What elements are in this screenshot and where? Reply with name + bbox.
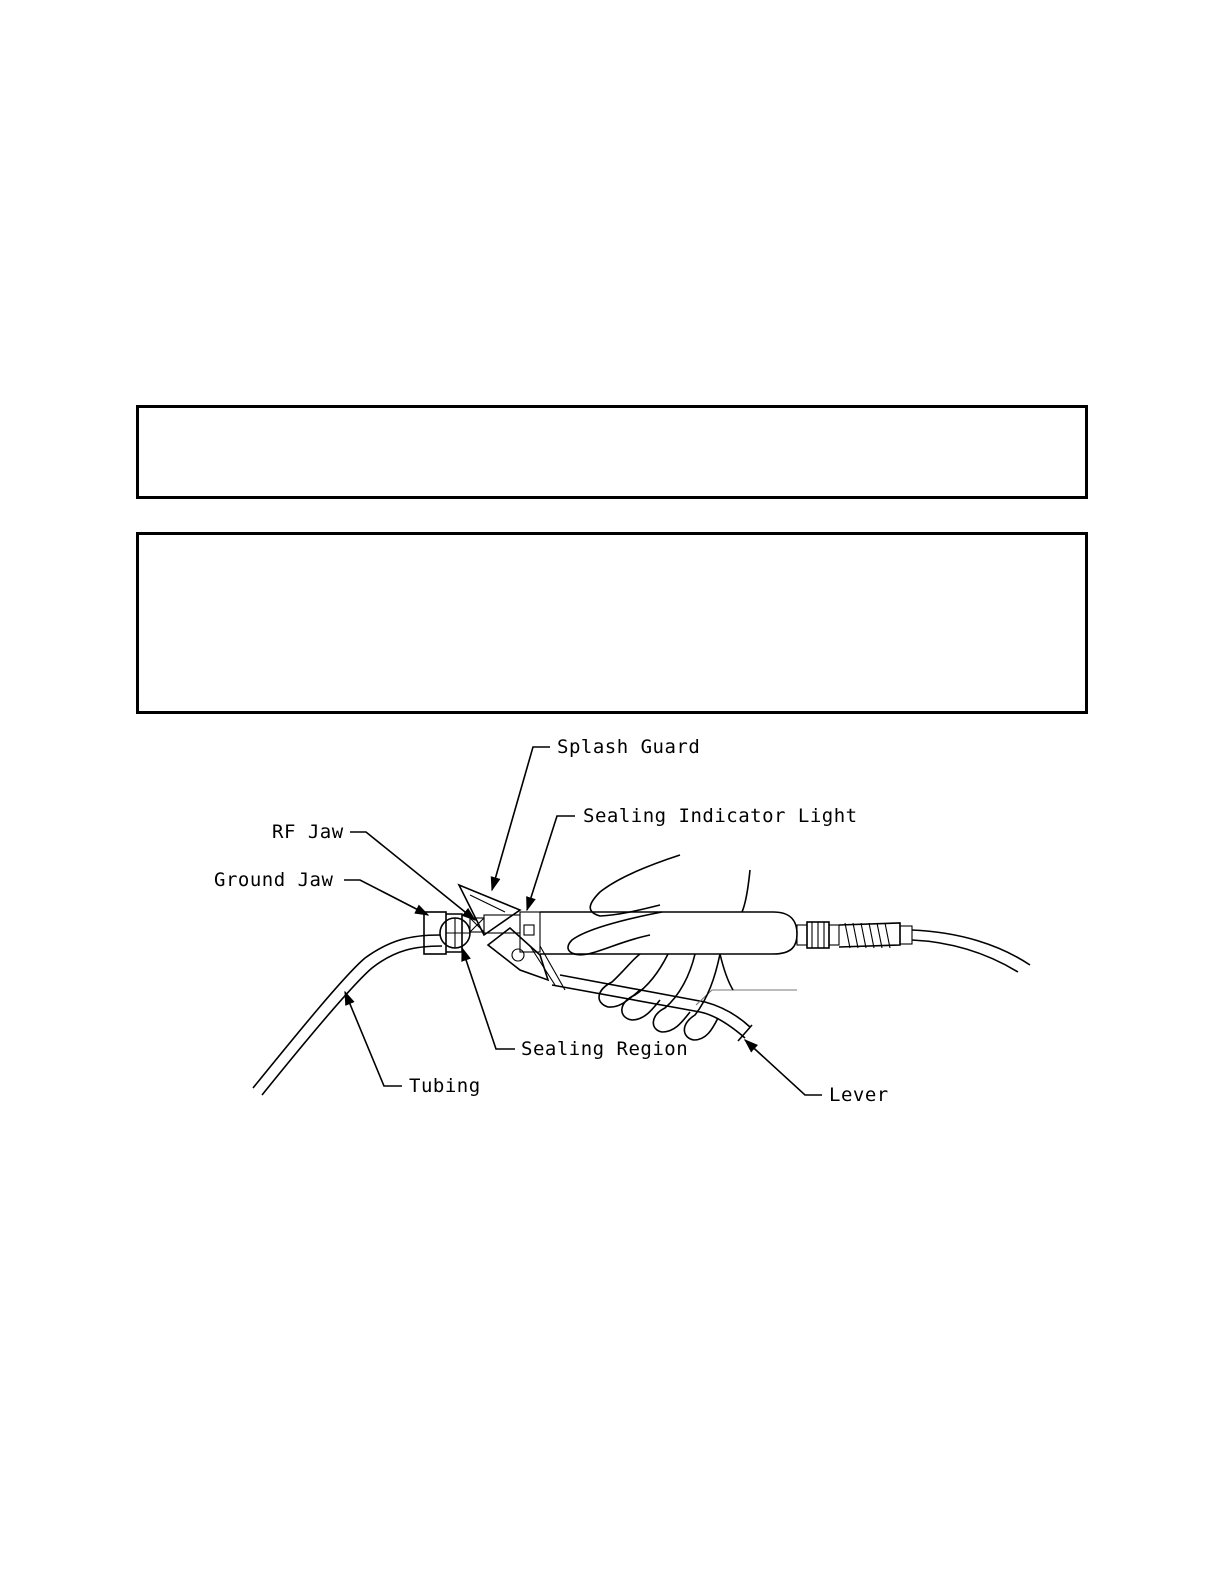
sealing-indicator-light-label: Sealing Indicator Light [583, 805, 858, 827]
handpiece-body [424, 885, 1030, 990]
lever-leader [745, 1040, 822, 1095]
tubing-drawing [253, 935, 442, 1095]
sealing-indicator-light-leader [527, 816, 575, 910]
rf-jaw-label: RF Jaw [272, 821, 344, 843]
sealer-handset-diagram [0, 725, 1225, 1125]
hand-drawing [568, 855, 750, 1040]
sealing-region-leader [462, 948, 515, 1049]
lever-drawing [552, 975, 797, 1041]
lever-label: Lever [829, 1084, 889, 1106]
ground-jaw-leader [344, 880, 428, 915]
tubing-label: Tubing [409, 1075, 481, 1097]
sealing-region-label: Sealing Region [521, 1038, 689, 1060]
ground-jaw-label: Ground Jaw [214, 869, 334, 891]
splash-guard-label: Splash Guard [557, 736, 701, 758]
tubing-leader [345, 992, 402, 1086]
notice-box-top [136, 405, 1088, 499]
splash-guard-leader [492, 747, 550, 890]
notice-box-bottom [136, 532, 1088, 714]
